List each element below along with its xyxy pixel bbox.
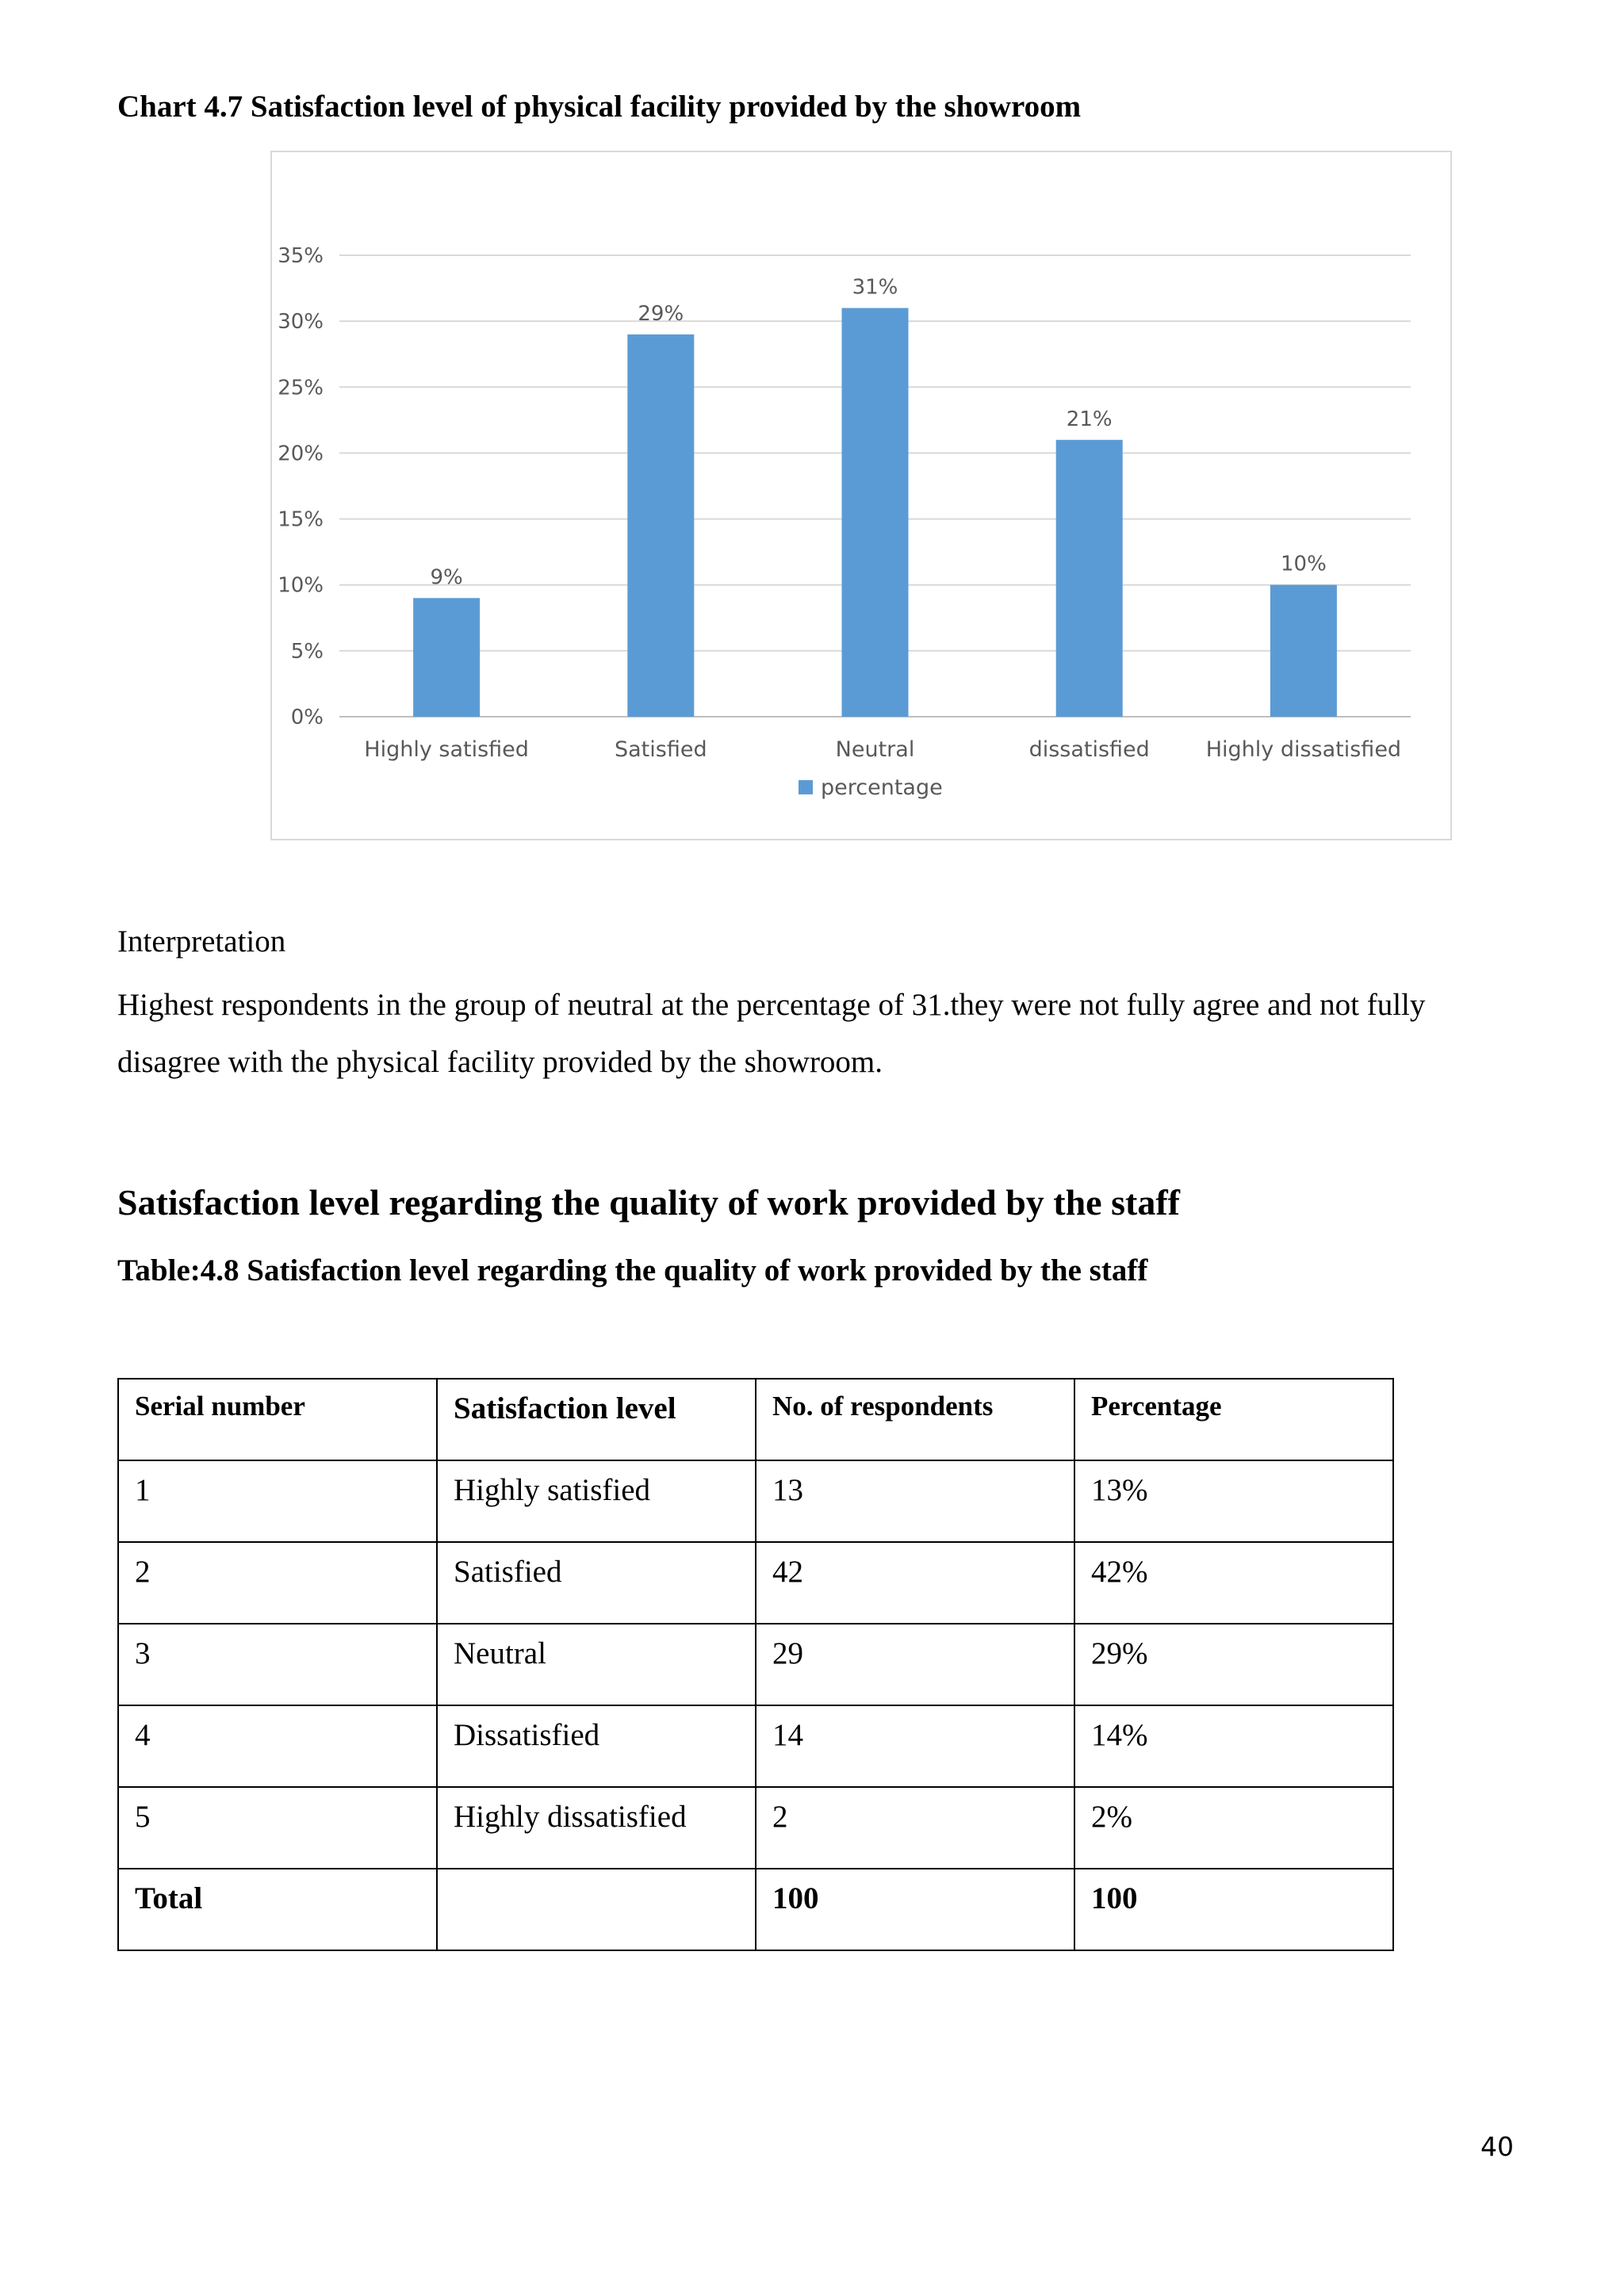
bar <box>627 335 694 717</box>
cell-serial: 1 <box>118 1460 437 1542</box>
y-tick-label: 25% <box>278 376 324 400</box>
table-row <box>118 1624 1393 1705</box>
chart-caption: Chart 4.7 Satisfaction level of physical facility provided by the showroom <box>117 90 1082 124</box>
header-satisfaction-level: Satisfaction level <box>437 1379 756 1460</box>
legend-label: percentage <box>821 775 943 800</box>
table-row <box>118 1787 1393 1869</box>
cell-respondents: 13 <box>756 1460 1074 1542</box>
y-tick-label: 0% <box>290 706 324 729</box>
cell-total-label: Total <box>118 1869 437 1950</box>
table-row <box>118 1542 1393 1624</box>
cell-respondents: 29 <box>756 1624 1074 1705</box>
cell-level: Satisfied <box>437 1542 756 1624</box>
y-tick-label: 30% <box>278 310 324 335</box>
y-tick-label: 35% <box>278 244 324 268</box>
page-number: 40 <box>1480 2131 1514 2162</box>
y-tick-label: 5% <box>290 639 324 664</box>
cell-total-respondents: 100 <box>756 1869 1074 1950</box>
bar <box>413 598 480 717</box>
header-percentage: Percentage <box>1074 1379 1393 1460</box>
cell-level: Neutral <box>437 1624 756 1705</box>
y-tick-label: 20% <box>278 442 324 466</box>
cell-level: Highly dissatisfied <box>437 1787 756 1869</box>
cell-level: Dissatisfied <box>437 1705 756 1787</box>
table-header-row <box>118 1379 1393 1460</box>
table-total-row <box>118 1869 1393 1950</box>
cell-respondents: 2 <box>756 1787 1074 1869</box>
data-label: 10% <box>1281 552 1327 576</box>
data-label: 9% <box>430 565 463 590</box>
legend-swatch <box>799 780 813 794</box>
cell-serial: 5 <box>118 1787 437 1869</box>
chart-area <box>270 151 1452 840</box>
cell-serial: 2 <box>118 1542 437 1624</box>
cell-respondents: 14 <box>756 1705 1074 1787</box>
y-tick-label: 10% <box>278 573 324 598</box>
x-tick-label: dissatisfied <box>1028 737 1150 762</box>
bar <box>842 308 909 717</box>
data-label: 29% <box>638 301 684 326</box>
interpretation-label: Interpretation <box>117 924 286 959</box>
cell-total-percentage: 100 <box>1074 1869 1393 1950</box>
cell-serial: 3 <box>118 1624 437 1705</box>
cell-percentage: 14% <box>1074 1705 1393 1787</box>
interpretation-text: Highest respondents in the group of neutral at the percentage of 31.they were not fully agree and not fully disagree with the physical facility provided by the showroom. <box>117 988 1426 1079</box>
data-label: 21% <box>1066 407 1113 431</box>
bar <box>1270 585 1337 717</box>
table-row <box>118 1460 1393 1542</box>
bar-chart <box>272 152 1450 839</box>
cell-total-level <box>437 1869 756 1950</box>
x-tick-label: Neutral <box>835 737 915 762</box>
header-serial-number: Serial number <box>118 1379 437 1460</box>
y-tick-label: 15% <box>278 507 324 532</box>
x-tick-label: Satisfied <box>614 737 707 762</box>
bar <box>1056 440 1123 717</box>
cell-respondents: 42 <box>756 1542 1074 1624</box>
cell-percentage: 2% <box>1074 1787 1393 1869</box>
x-tick-label: Highly satisfied <box>364 737 529 762</box>
cell-level: Highly satisfied <box>437 1460 756 1542</box>
cell-serial: 4 <box>118 1705 437 1787</box>
cell-percentage: 13% <box>1074 1460 1393 1542</box>
satisfaction-table <box>117 1378 1394 1951</box>
header-no-of-respondents: No. of respondents <box>756 1379 1074 1460</box>
table-caption: Table:4.8 Satisfaction level regarding the quality of work provided by the staff <box>117 1253 1148 1288</box>
table-row <box>118 1705 1393 1787</box>
cell-percentage: 42% <box>1074 1542 1393 1624</box>
x-tick-label: Highly dissatisfied <box>1205 737 1402 762</box>
data-label: 31% <box>852 275 898 300</box>
section-heading: Satisfaction level regarding the quality of work provided by the staff <box>117 1182 1180 1223</box>
cell-percentage: 29% <box>1074 1624 1393 1705</box>
